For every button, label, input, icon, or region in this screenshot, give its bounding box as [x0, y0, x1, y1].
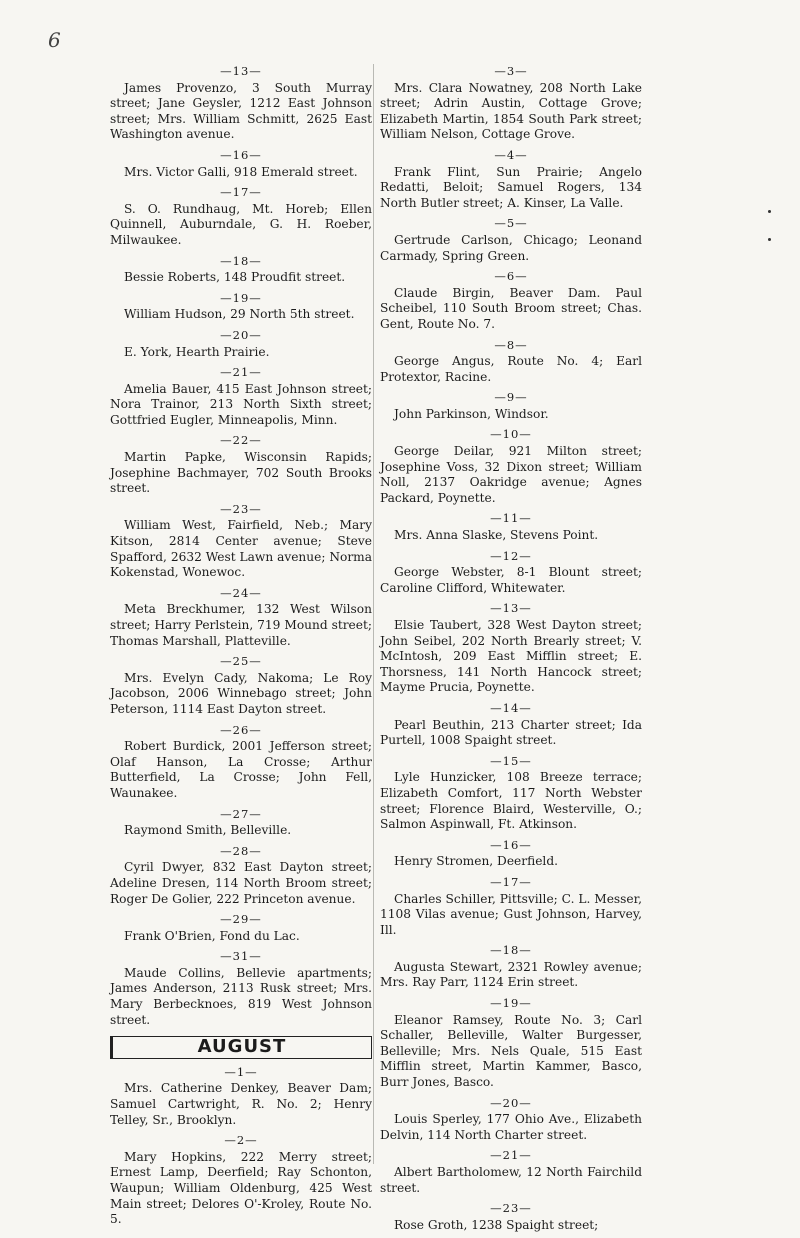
day-number: —26— — [220, 722, 262, 737]
birthday-entry — [110, 64, 372, 143]
entry-text: Lyle Hunzicker, 108 Breeze terrace; Elizabeth Comfort, 117 North Webster street; Florence Blaird, Westerville, O.; Salmon Aspinwall, Ft. Atkinson. — [380, 770, 642, 832]
entry-text: James Provenzo, 3 South Murray street; Jane Geysler, 1212 East Johnson street; Mrs. William Schmitt, 2625 East Washington avenue. — [110, 80, 372, 142]
entry-text: George Webster, 8-1 Blount street; Caroline Clifford, Whitewater. — [380, 565, 642, 595]
day-number: —9— — [494, 390, 528, 405]
birthday-entry — [380, 754, 642, 833]
birthday-entry — [110, 723, 372, 802]
birthday-entry — [110, 1065, 372, 1128]
entry-text: Augusta Stewart, 2321 Rowley avenue; Mrs. Ray Parr, 1124 Erin street. — [380, 959, 642, 990]
entry-text: Elsie Taubert, 328 West Dayton street; John Seibel, 202 North Brearly street; V. McIntosh, 209 East Mifflin street; E. Thorsness, 141 North Hancock street; Mayme Prucia, Poynette. — [380, 618, 642, 695]
birthday-entry — [110, 502, 372, 581]
column-divider — [373, 64, 374, 1164]
day-number: —5— — [494, 216, 528, 231]
entry-text: Gertrude Carlson, Chicago; Leonand Carmady, Spring Green. — [380, 232, 642, 263]
day-number: —17— — [220, 185, 262, 200]
birthday-entry — [380, 269, 642, 332]
birthday-entry — [110, 654, 372, 717]
entry-text: Mrs. Catherine Denkey, Beaver Dam; Samuel Cartwright, R. No. 2; Henry Telley, Sr., Brooklyn. — [110, 1081, 372, 1127]
entry-text: E. York, Hearth Prairie. — [124, 344, 270, 359]
birthday-entry — [380, 338, 642, 386]
birthday-entry — [380, 838, 642, 870]
birthday-entry — [380, 427, 642, 506]
birthday-entry — [110, 291, 372, 323]
day-number: —6— — [494, 269, 528, 284]
day-number: —20— — [220, 327, 262, 342]
birthday-entry — [380, 390, 642, 422]
left-column — [110, 64, 372, 1233]
birthday-entry — [380, 996, 642, 1091]
day-number: —21— — [220, 365, 262, 380]
birthday-entry — [110, 807, 372, 839]
entry-text: Mary Hopkins, 222 Merry street; Ernest Lamp, Deerfield; Ray Schonton, Waupun; William Oldenburg, 425 West Main street; Delores O'-Kroley, Route No. 5. — [110, 1149, 372, 1227]
day-number: —12— — [490, 548, 532, 563]
day-number: —23— — [220, 501, 262, 516]
day-number: —31— — [220, 949, 262, 964]
day-number: —16— — [490, 837, 532, 852]
birthday-entry — [380, 549, 642, 597]
birthday-entry — [380, 1148, 642, 1196]
day-number: —2— — [224, 1133, 258, 1148]
birthday-entry — [110, 365, 372, 428]
entry-text: Mrs. Anna Slaske, Stevens Point. — [394, 528, 599, 543]
entry-text: Mrs. Clara Nowatney, 208 North Lake street; Adrin Austin, Cottage Grove; Elizabeth Martin, 1854 South Park street; William Nelson, Cottage Grove. — [380, 80, 642, 142]
day-number: —10— — [490, 427, 532, 442]
margin-speck — [768, 238, 771, 241]
day-number: —19— — [220, 290, 262, 305]
entry-text: Raymond Smith, Belleville. — [124, 823, 292, 838]
birthday-entry — [110, 328, 372, 360]
entry-text: Pearl Beuthin, 213 Charter street; Ida Purtell, 1008 Spaight street. — [380, 717, 642, 748]
page-number: 6 — [48, 28, 61, 52]
birthday-entry — [380, 943, 642, 991]
day-number: —20— — [490, 1095, 532, 1110]
entry-text: Bessie Roberts, 148 Proudfit street. — [124, 270, 346, 285]
birthday-entry — [380, 701, 642, 749]
day-number: —13— — [220, 64, 262, 78]
birthday-entry — [110, 148, 372, 180]
entry-text: William Hudson, 29 North 5th street. — [124, 307, 355, 322]
birthday-entry — [110, 433, 372, 496]
day-number: —18— — [220, 253, 262, 268]
entry-text: Albert Bartholomew, 12 North Fairchild street. — [380, 1165, 642, 1195]
day-number: —19— — [490, 996, 532, 1011]
entry-text: Cyril Dwyer, 832 East Dayton street; Adeline Dresen, 114 North Broom street; Roger De Golier, 222 Princeton avenue. — [110, 860, 372, 906]
margin-speck — [768, 210, 771, 213]
day-number: —11— — [490, 511, 532, 526]
entry-text: William West, Fairfield, Neb.; Mary Kitson, 2814 Center avenue; Steve Spafford, 2632 West Lawn avenue; Norma Kokenstad, Wonewoc. — [110, 518, 372, 580]
entry-text: Robert Burdick, 2001 Jefferson street; Olaf Hanson, La Crosse; Arthur Butterfield, La Crosse; John Fell, Waunakee. — [110, 739, 372, 800]
day-number: —28— — [220, 843, 262, 858]
day-number: —23— — [490, 1201, 532, 1216]
day-number: —25— — [220, 654, 262, 669]
day-number: —18— — [490, 943, 532, 958]
day-number: —8— — [494, 337, 528, 352]
month-heading: AUGUST — [110, 1036, 372, 1059]
day-number: —1— — [224, 1064, 258, 1079]
entry-text: George Angus, Route No. 4; Earl Protextor, Racine. — [380, 354, 642, 384]
entry-text: Claude Birgin, Beaver Dam. Paul Scheibel, 110 South Broom street; Chas. Gent, Route No. 7. — [380, 285, 642, 331]
entry-text: Frank Flint, Sun Prairie; Angelo Redatti, Beloit; Samuel Rogers, 134 North Butler street; A. Kinser, La Valle. — [380, 164, 642, 210]
birthday-entry — [110, 586, 372, 649]
entry-text: Louis Sperley, 177 Ohio Ave., Elizabeth Delvin, 114 North Charter street. — [380, 1112, 642, 1142]
day-number: —13— — [490, 601, 532, 616]
entry-text: Rose Groth, 1238 Spaight street; — [394, 1217, 599, 1232]
august-entries — [110, 1065, 372, 1228]
birthday-entry — [380, 875, 642, 938]
day-number: —22— — [220, 433, 262, 448]
left-entries — [110, 64, 372, 1028]
birthday-entry — [110, 254, 372, 286]
birthday-entry — [380, 64, 642, 143]
birthday-entry — [110, 1133, 372, 1228]
day-number: —3— — [494, 64, 528, 78]
birthday-entry — [110, 949, 372, 1028]
birthday-entry — [380, 216, 642, 264]
entry-text: Maude Collins, Bellevie apartments; James Anderson, 2113 Rusk street; Mrs. Mary Berbecknoes, 819 West Johnson street. — [110, 965, 372, 1027]
day-number: —14— — [490, 700, 532, 715]
birthday-entry — [380, 148, 642, 211]
birthday-entry — [110, 912, 372, 944]
birthday-entry — [380, 1096, 642, 1144]
entry-text: Martin Papke, Wisconsin Rapids; Josephine Bachmayer, 702 South Brooks street. — [110, 450, 372, 496]
birthday-entry — [380, 601, 642, 696]
entry-text: John Parkinson, Windsor. — [394, 406, 549, 421]
birthday-entry — [380, 511, 642, 543]
entry-text: Eleanor Ramsey, Route No. 3; Carl Schaller, Belleville, Walter Burgesser, Belleville; Mrs. Nels Quale, 515 East Mifflin street, Martin Kammer, Basco, Burr Jones, Basco. — [380, 1012, 642, 1090]
entry-text: Mrs. Victor Galli, 918 Emerald street. — [124, 164, 358, 179]
birthday-entry — [110, 844, 372, 907]
day-number: —15— — [490, 753, 532, 768]
right-entries — [380, 64, 642, 1233]
entry-text: Amelia Bauer, 415 East Johnson street; Nora Trainor, 213 North Sixth street; Gottfried Eugler, Minneapolis, Minn. — [110, 381, 372, 427]
day-number: —24— — [220, 585, 262, 600]
day-number: —17— — [490, 874, 532, 889]
entry-text: Henry Stromen, Deerfield. — [394, 854, 558, 869]
birthday-entry — [380, 1201, 642, 1233]
entry-text: George Deilar, 921 Milton street; Josephine Voss, 32 Dixon street; William Noll, 2137 Oakridge avenue; Agnes Packard, Poynette. — [380, 444, 642, 505]
day-number: —4— — [494, 147, 528, 162]
entry-text: Mrs. Evelyn Cady, Nakoma; Le Roy Jacobson, 2006 Winnebago street; John Peterson, 1114 East Dayton street. — [110, 670, 372, 716]
entry-text: S. O. Rundhaug, Mt. Horeb; Ellen Quinnell, Auburndale, G. H. Roeber, Milwaukee. — [110, 201, 372, 247]
entry-text: Frank O'Brien, Fond du Lac. — [124, 928, 300, 943]
day-number: —21— — [490, 1148, 532, 1163]
right-column — [380, 64, 642, 1238]
day-number: —29— — [220, 912, 262, 927]
birthday-entry — [110, 185, 372, 248]
entry-text: Charles Schiller, Pittsville; C. L. Messer, 1108 Vilas avenue; Gust Johnson, Harvey, Ill. — [380, 891, 642, 937]
entry-text: Meta Breckhumer, 132 West Wilson street; Harry Perlstein, 719 Mound street; Thomas Marshall, Platteville. — [110, 602, 372, 648]
day-number: —27— — [220, 806, 262, 821]
day-number: —16— — [220, 147, 262, 162]
